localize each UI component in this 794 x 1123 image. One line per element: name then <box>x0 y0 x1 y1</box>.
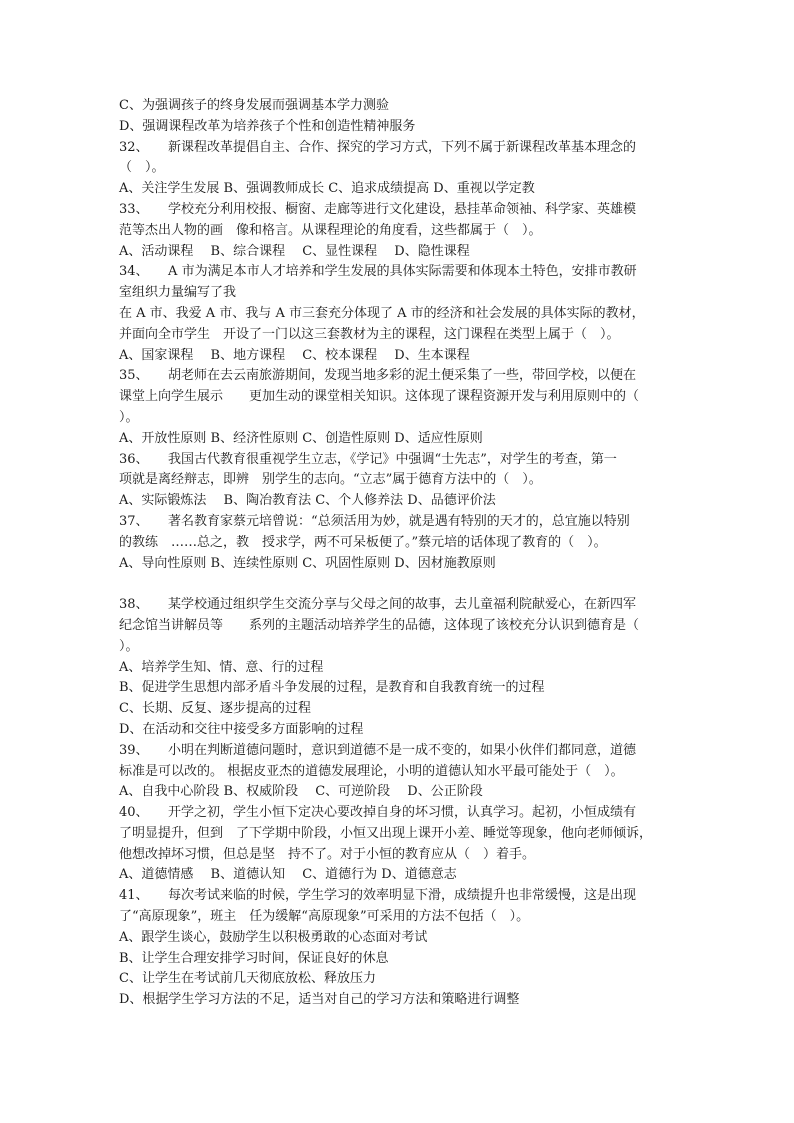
question-39-options: A、自我中心阶段 B、权威阶段 C、可逆阶段 D、公正阶段 <box>119 784 483 800</box>
question-34-stem: 在 A 市、我爱 A 市、我与 A 市三套充分体现了 A 市的经济和社会发展的具体实际的教材， <box>119 305 645 321</box>
question-36-stem: 36、 我国古代教育很重视学生立志，《学记》中强调“士先志”，对学生的考查，第一 <box>119 451 617 467</box>
question-32-stem: （ ）。 <box>119 160 165 176</box>
question-34-stem: 并面向全市学生 开设了一门以这三套教材为主的课程，这门课程在类型上属于（ ）。 <box>119 326 620 342</box>
question-39-stem: 39、 小明在判断道德问题时，意识到道德不是一成不变的，如果小伙伴们都同意，道德 <box>119 742 637 758</box>
question-41-option-c: C、让学生在考试前几天彻底放松、释放压力 <box>119 971 376 987</box>
question-35-stem: 35、 胡老师在去云南旅游期间，发现当地多彩的泥土便采集了一些，带回学校，以便在 <box>119 368 637 384</box>
question-41-option-d: D、根据学生学习方法的不足，适当对自己的学习方法和策略进行调整 <box>119 992 520 1008</box>
question-32-stem: 32、 新课程改革提倡自主、合作、探究的学习方式，下列不属于新课程改革基本理念的 <box>119 139 637 155</box>
option-line: C、为强调孩子的终身发展而强调基本学力测验 <box>119 98 389 113</box>
question-40-stem: 他想改掉坏习惯，但总是坚 持不了。对于小恒的教育应从（ ）着手。 <box>119 846 536 862</box>
question-35-options: A、开放性原则 B、经济性原则 C、创造性原则 D、适应性原则 <box>119 430 483 446</box>
question-32-options: A、关注学生发展 B、强调教师成长 C、追求成绩提高 D、重视以学定教 <box>119 181 535 197</box>
question-40-stem: 40、 开学之初，学生小恒下定决心要改掉自身的坏习惯，认真学习。起初，小恒成绩有 <box>119 805 637 821</box>
question-38-stem: 纪念馆当讲解员等 系列的主题活动培养学生的品德，这体现了该校充分认识到德育是（ <box>119 617 640 633</box>
blank-line <box>119 574 679 595</box>
question-38-stem: 38、 某学校通过组织学生交流分享与父母之间的故事，去儿童福利院献爱心，在新四军 <box>119 597 637 613</box>
question-38-option-b: B、促进学生思想内部矛盾斗争发展的过程，是教育和自我教育统一的过程 <box>119 680 545 696</box>
question-37-stem: 的教练 ……总之，教 授求学，两不可呆板便了。”蔡元培的话体现了教育的（ ）。 <box>119 534 607 550</box>
option-line: D、强调课程改革为培养孩子个性和创造性精神服务 <box>119 118 416 134</box>
question-34-stem: 34、 A 市为满足本市人才培养和学生发展的具体实际需要和体现本土特色，安排市教研 <box>119 264 637 280</box>
question-38-option-a: A、培养学生知、情、意、行的过程 <box>119 659 324 675</box>
question-40-stem: 了明显提升，但到 了下学期中阶段，小恒又出现上课开小差、睡觉等现象，他向老师倾诉， <box>119 825 653 841</box>
question-41-stem: 41、 每次考试来临的时候，学生学习的效率明显下滑，成绩提升也非常缓慢，这是出现 <box>119 888 637 904</box>
question-41-option-b: B、让学生合理安排学习时间，保证良好的休息 <box>119 950 389 966</box>
question-33-stem: 33、 学校充分利用校报、橱窗、走廊等进行文化建设，悬挂革命领袖、科学家、英雄模 <box>119 201 637 217</box>
question-41-option-a: A、跟学生谈心，鼓励学生以积极勇敢的心态面对考试 <box>119 929 428 945</box>
question-35-stem: ）。 <box>119 409 139 425</box>
question-38-option-d: D、在活动和交往中接受多方面影响的过程 <box>119 721 364 737</box>
question-40-options: A、道德情感 B、道德认知 C、道德行为 D、道德意志 <box>119 867 457 883</box>
question-35-stem: 课堂上向学生展示 更加生动的课堂相关知识。这体现了课程资源开发与利用原则中的（ <box>119 389 640 405</box>
question-text-block <box>119 96 679 1011</box>
question-34-options: A、国家课程 B、地方课程 C、校本课程 D、生本课程 <box>119 347 470 363</box>
question-34-stem: 室组织力量编写了我 <box>119 285 237 301</box>
question-38-option-c: C、长期、反复、逐步提高的过程 <box>119 701 311 717</box>
question-33-options: A、活动课程 B、综合课程 C、显性课程 D、隐性课程 <box>119 243 470 259</box>
question-37-stem: 37、 著名教育家蔡元培曾说：“总须活用为妙，就是遇有特别的天才的，总宜施以特别 <box>119 513 630 529</box>
question-37-options: A、导向性原则 B、连续性原则 C、巩固性原则 D、因材施教原则 <box>119 555 496 571</box>
question-33-stem: 范等杰出人物的画 像和格言。从课程理论的角度看，这些都属于（ ）。 <box>119 222 542 238</box>
question-39-stem: 标准是可以改的。 根据皮亚杰的道德发展理论，小明的道德认知水平最可能处于（ ）。 <box>119 763 624 779</box>
question-41-stem: 了“高原现象”，班主 任为缓解“高原现象”可采用的方法不包括（ ）。 <box>119 909 530 925</box>
question-36-stem: 项就是离经辩志，即辨 别学生的志向。“立志”属于德育方法中的（ ）。 <box>119 472 542 488</box>
question-38-stem: ）。 <box>119 638 139 654</box>
question-36-options: A、实际锻炼法 B、陶冶教育法 C、个人修养法 D、品德评价法 <box>119 493 496 509</box>
